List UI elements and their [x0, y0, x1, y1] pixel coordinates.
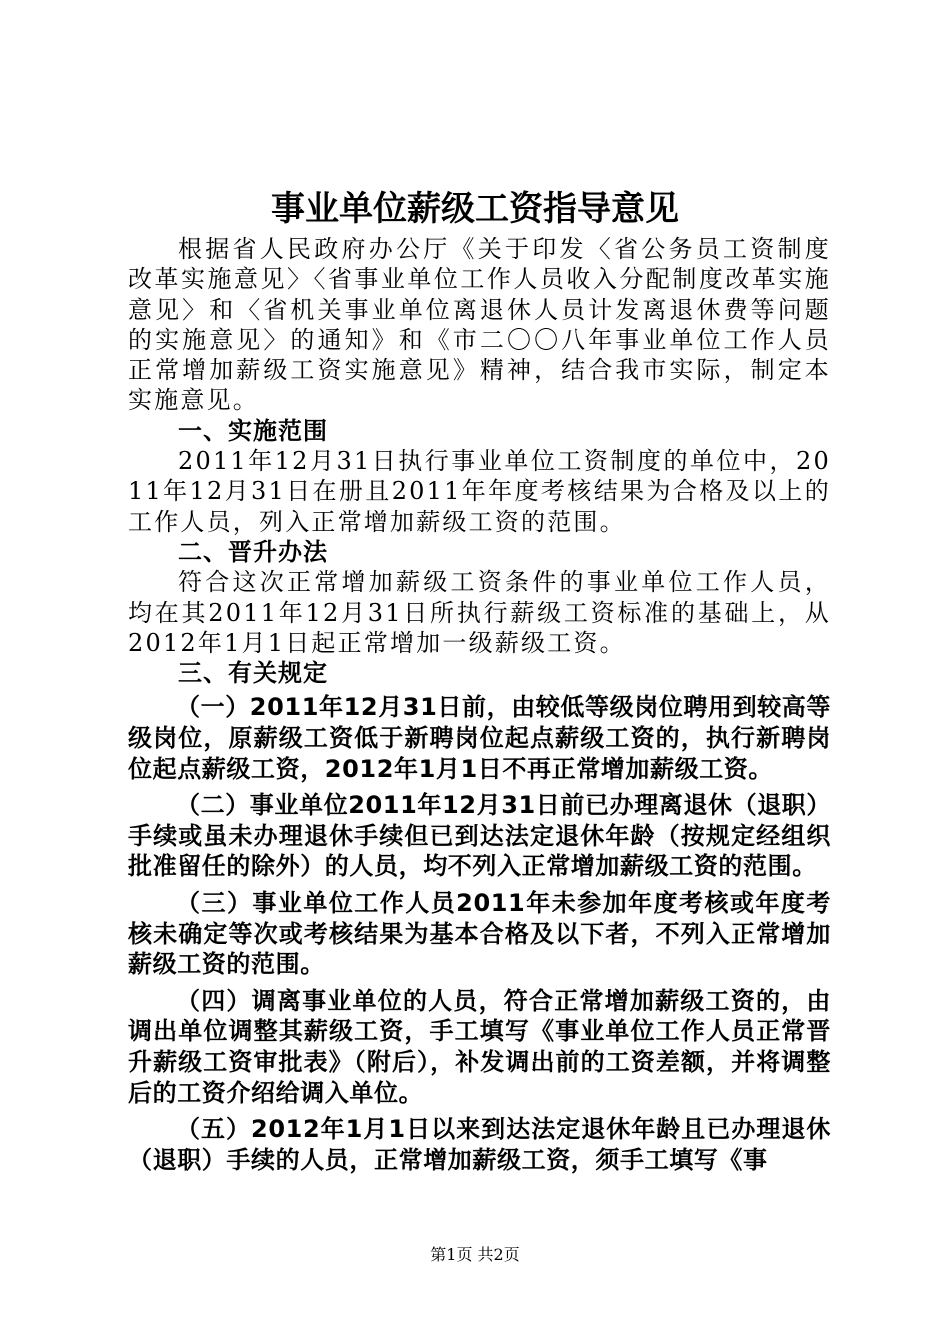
- rule-item-1: （一）2011年12月31日前，由较低等级岗位聘用到较高等级岗位，原薪级工资低于新聘岗位起点薪级工资的，执行新聘岗位起点薪级工资，2012年1月1日不再正常增加薪级工资。: [128, 693, 831, 783]
- rule-item-4: （四）调离事业单位的人员，符合正常增加薪级工资的，由调出单位调整其薪级工资，手工填写《事业单位工作人员正常晋升薪级工资审批表》（附后），补发调出前的工资差额，并将调整后的工资介绍给调入单位。: [128, 986, 831, 1107]
- document-body: [128, 234, 831, 1175]
- section-text-scope: 2011年12月31日执行事业单位工资制度的单位中，2011年12月31日在册且2011年年度考核结果为合格及以上的工作人员，列入正常增加薪级工资的范围。: [128, 447, 831, 536]
- section-heading-rules: 三、有关规定: [178, 659, 328, 688]
- document-title: 事业单位薪级工资指导意见: [271, 189, 679, 229]
- section-heading-scope: 一、实施范围: [178, 416, 328, 445]
- section-heading-method: 二、晋升办法: [178, 537, 328, 566]
- rule-item-2: （二）事业单位2011年12月31日前已办理离退休（退职）手续或虽未办理退休手续但已到达法定退休年龄（按规定经组织批准留任的除外）的人员，均不列入正常增加薪级工资的范围。: [128, 791, 831, 881]
- rule-item-5: （五）2012年1月1日以来到达法定退休年龄且已办理退休（退职）手续的人员，正常增加薪级工资，须手工填写《事: [128, 1115, 831, 1174]
- rule-item-3: （三）事业单位工作人员2011年未参加年度考核或年度考核未确定等次或考核结果为基本合格及以下者，不列入正常增加薪级工资的范围。: [128, 889, 831, 979]
- section-text-method: 符合这次正常增加薪级工资条件的事业单位工作人员，均在其2011年12月31日所执行薪级工资标准的基础上，从2012年1月1日起正常增加一级薪级工资。: [128, 568, 831, 657]
- intro-paragraph: 根据省人民政府办公厅《关于印发〈省公务员工资制度改革实施意见〉〈省事业单位工作人员收入分配制度改革实施意见〉和〈省机关事业单位离退休人员计发离退休费等问题的实施意见〉的通知》和《市二〇〇八年事业单位工作人员正常增加薪级工资实施意见》精神，结合我市实际，制定本实施意见。: [128, 235, 831, 415]
- page-footer: 第1页 共2页: [430, 1245, 520, 1264]
